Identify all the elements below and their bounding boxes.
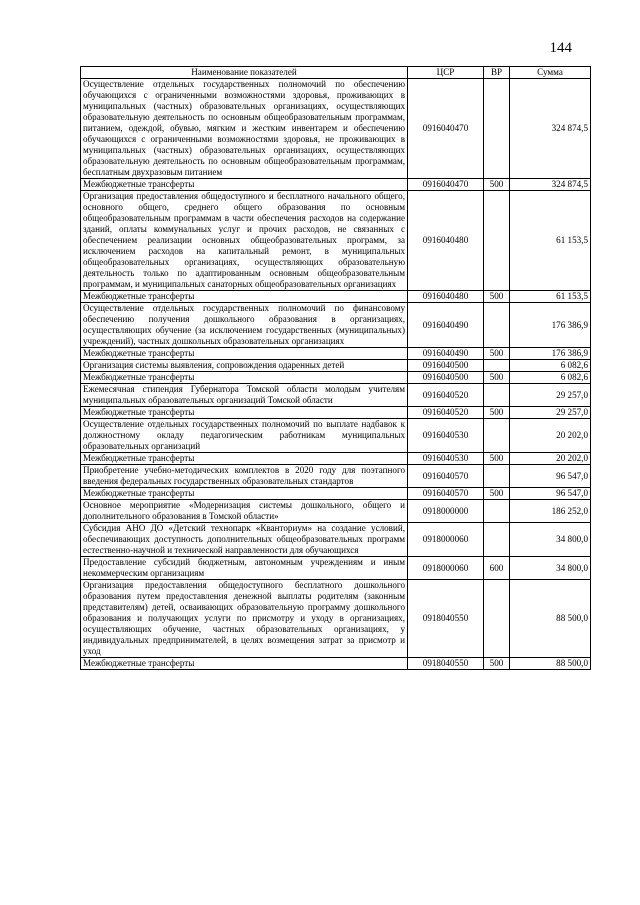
row-name: Приобретение учебно-методических комплектов в 2020 году для поэтапного введения федеральных государственных образовательных стандартов [81, 465, 408, 488]
row-sum: 176 386,9 [510, 348, 591, 360]
row-vr [484, 303, 510, 348]
row-name: Межбюджетные трансферты [81, 291, 408, 303]
row-vr [484, 79, 510, 179]
row-name: Осуществление отдельных государственных полномочий по обеспечению обучающихся с ограниченными возможностями здоровья, проживающих в муниципальных (частных) образовательных организациях, осуществляющих образовательную деятельность по основным общеобразовательным программам, питанием, одеждой, обувью, мягким и жестким инвентарем и обеспечению обучающихся с ограниченными возможностями здоровья, не проживающих в муниципальных (частных) образовательных организациях, осуществляющих образовательную деятельность по основным общеобразовательным программам, бесплатным двухразовым питанием [81, 79, 408, 179]
row-sum: 96 547,0 [510, 488, 591, 500]
header-csr: ЦСР [408, 67, 484, 79]
row-vr: 500 [484, 179, 510, 191]
row-csr: 0916040480 [408, 191, 484, 291]
row-csr: 0916040570 [408, 465, 484, 488]
row-vr [484, 580, 510, 658]
table-row [81, 372, 591, 384]
table-row [81, 191, 591, 291]
row-csr: 0918000060 [408, 523, 484, 557]
row-sum: 61 153,5 [510, 291, 591, 303]
row-csr: 0916040530 [408, 453, 484, 465]
row-csr: 0916040520 [408, 407, 484, 419]
row-vr [484, 500, 510, 523]
row-csr: 0916040470 [408, 79, 484, 179]
table-header-row [81, 67, 591, 79]
row-sum: 96 547,0 [510, 465, 591, 488]
row-sum: 29 257,0 [510, 384, 591, 407]
table-row [81, 407, 591, 419]
row-name: Межбюджетные трансферты [81, 453, 408, 465]
header-sum: Сумма [510, 67, 591, 79]
row-vr: 500 [484, 658, 510, 670]
row-csr: 0918040550 [408, 658, 484, 670]
table-row [81, 465, 591, 488]
row-vr [484, 419, 510, 453]
budget-table [80, 66, 591, 670]
row-csr: 0916040570 [408, 488, 484, 500]
row-name: Предоставление субсидий бюджетным, автономным учреждениям и иным некоммерческим организациям [81, 557, 408, 580]
row-name: Межбюджетные трансферты [81, 488, 408, 500]
row-sum: 324 874,5 [510, 79, 591, 179]
row-csr: 0916040480 [408, 291, 484, 303]
row-csr: 0918000060 [408, 557, 484, 580]
row-csr: 0918040550 [408, 580, 484, 658]
row-name: Организация предоставления общедоступного бесплатного дошкольного образования путем предоставления денежной выплаты родителям (законным представителям) детей, осваивающих образовательную программу дошкольного образования и получающих услуги по присмотру и уходу в организациях, осуществляющих обучение, частных образовательных организациях, у индивидуальных предпринимателей, в целях возмещения затрат за присмотр и уход [81, 580, 408, 658]
row-sum: 176 386,9 [510, 303, 591, 348]
row-sum: 20 202,0 [510, 419, 591, 453]
row-vr: 500 [484, 291, 510, 303]
table-row [81, 384, 591, 407]
row-sum: 186 252,0 [510, 500, 591, 523]
row-csr: 0916040500 [408, 360, 484, 372]
row-vr [484, 523, 510, 557]
row-sum: 88 500,0 [510, 658, 591, 670]
row-name: Межбюджетные трансферты [81, 372, 408, 384]
row-name: Субсидия АНО ДО «Детский технопарк «Кванториум» на создание условий, обеспечивающих доступность дополнительных общеобразовательных программ естественно-научной и технической направленности для обучающихся [81, 523, 408, 557]
row-name: Межбюджетные трансферты [81, 348, 408, 360]
header-vr: ВР [484, 67, 510, 79]
row-vr [484, 384, 510, 407]
row-name: Основное мероприятие «Модернизация системы дошкольного, общего и дополнительного образования в Томской области» [81, 500, 408, 523]
table-row [81, 348, 591, 360]
table-row [81, 360, 591, 372]
row-csr: 0916040490 [408, 303, 484, 348]
row-csr: 0916040520 [408, 384, 484, 407]
row-csr: 0916040500 [408, 372, 484, 384]
row-sum: 6 082,6 [510, 360, 591, 372]
row-sum: 88 500,0 [510, 580, 591, 658]
row-name: Ежемесячная стипендия Губернатора Томской области молодым учителям муниципальных образовательных организаций Томской области [81, 384, 408, 407]
header-name: Наименование показателей [81, 67, 408, 79]
row-vr [484, 191, 510, 291]
row-name: Организация системы выявления, сопровождения одаренных детей [81, 360, 408, 372]
row-name: Межбюджетные трансферты [81, 658, 408, 670]
table-row [81, 291, 591, 303]
row-name: Осуществление отдельных государственных полномочий по финансовому обеспечению получения дошкольного образования в организациях, осуществляющих обучение (за исключением государственных (муниципальных) учреждений), частных дошкольных образовательных организациях [81, 303, 408, 348]
row-sum: 20 202,0 [510, 453, 591, 465]
row-sum: 6 082,6 [510, 372, 591, 384]
row-name: Организация предоставления общедоступного и бесплатного начального общего, основного общего, среднего общего образования по основным общеобразовательным программам в части обеспечения расходов на содержание зданий, оплаты коммунальных услуг и прочих расходов, не связанных с обеспечением реализации основных общеобразовательных программ, за исключением расходов на капитальный ремонт, в муниципальных общеобразовательных организациях, осуществляющих образовательную деятельность только по адаптированным основным общеобразовательным программам, и муниципальных санаторных общеобразовательных организациях [81, 191, 408, 291]
row-vr: 500 [484, 348, 510, 360]
row-name: Осуществление отдельных государственных полномочий по выплате надбавок к должностному окладу педагогическим работникам муниципальных образовательных организаций [81, 419, 408, 453]
table-row [81, 453, 591, 465]
table-row [81, 303, 591, 348]
table-row [81, 557, 591, 580]
row-sum: 34 800,0 [510, 523, 591, 557]
table-row [81, 488, 591, 500]
table-row [81, 419, 591, 453]
row-vr: 500 [484, 407, 510, 419]
table-row [81, 500, 591, 523]
row-csr: 0916040530 [408, 419, 484, 453]
row-vr: 500 [484, 372, 510, 384]
table-row [81, 179, 591, 191]
table-row [81, 658, 591, 670]
row-name: Межбюджетные трансферты [81, 407, 408, 419]
page-number: 144 [549, 40, 572, 56]
row-sum: 29 257,0 [510, 407, 591, 419]
row-csr: 0916040470 [408, 179, 484, 191]
row-sum: 324 874,5 [510, 179, 591, 191]
row-sum: 34 800,0 [510, 557, 591, 580]
table-row [81, 580, 591, 658]
row-name: Межбюджетные трансферты [81, 179, 408, 191]
row-vr: 600 [484, 557, 510, 580]
row-vr [484, 465, 510, 488]
table-row [81, 79, 591, 179]
row-vr: 500 [484, 488, 510, 500]
row-vr [484, 360, 510, 372]
row-csr: 0916040490 [408, 348, 484, 360]
table-body [81, 79, 591, 670]
row-csr: 0918000000 [408, 500, 484, 523]
row-sum: 61 153,5 [510, 191, 591, 291]
table-row [81, 523, 591, 557]
row-vr: 500 [484, 453, 510, 465]
